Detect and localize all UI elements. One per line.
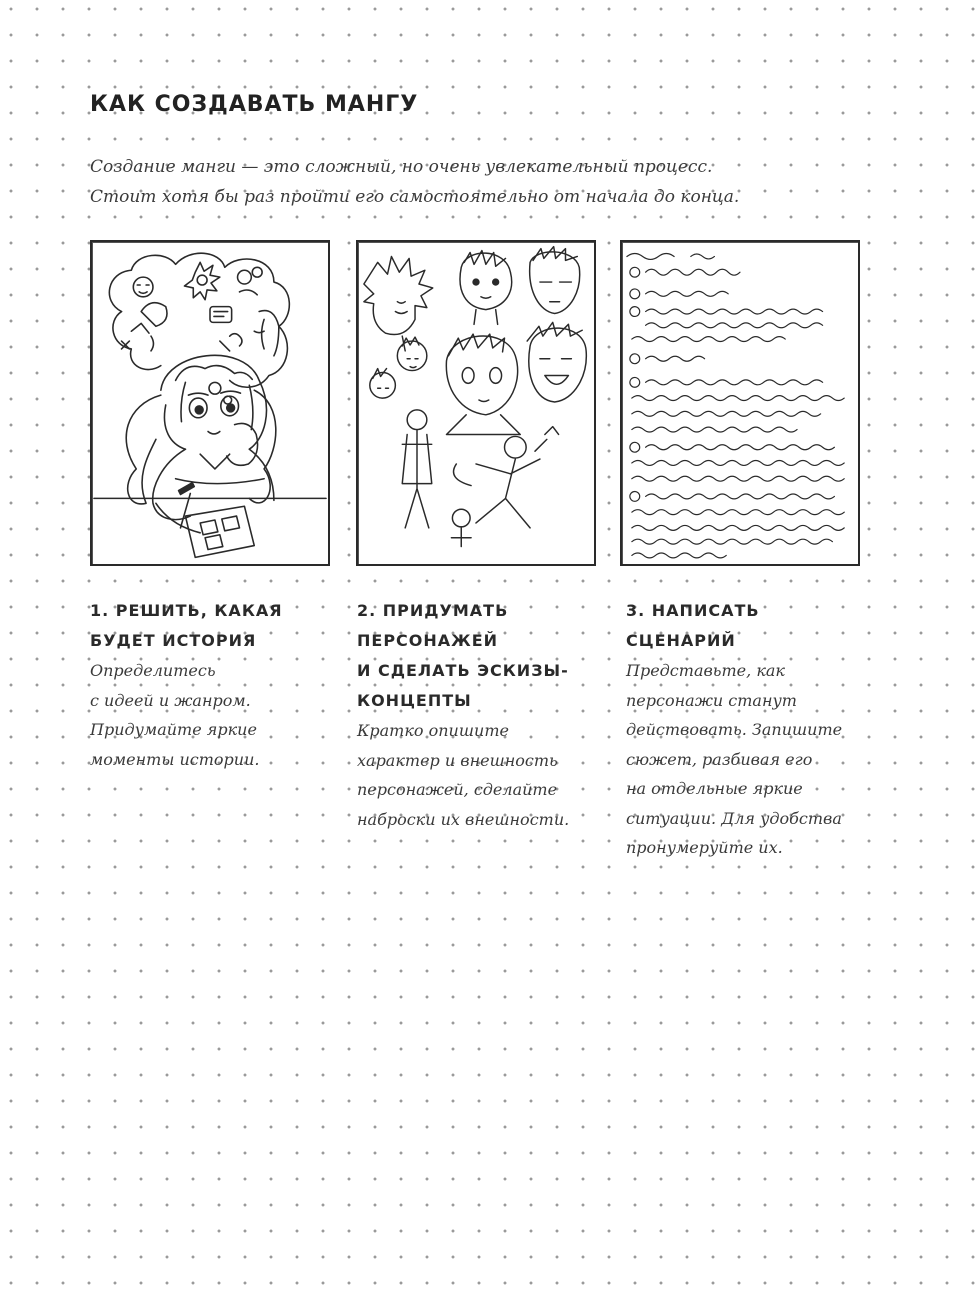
intro-line: Стоит хотя бы раз пройти его самостоятельно от начала до конца. (90, 187, 740, 207)
step-text-line: пронумеруйте их. (626, 838, 783, 857)
page-title: КАК СОЗДАВАТЬ МАНГУ (90, 92, 419, 117)
step-title-line: 1. РЕШИТЬ, КАКАЯ (90, 601, 283, 620)
step-title-line: 3. НАПИСАТЬ (626, 601, 760, 620)
step-text-line: Придумайте яркие (90, 720, 257, 739)
character-sketches-illustration (356, 240, 596, 566)
step-text-line: Кратко опишите (357, 721, 509, 740)
step-text-line: наброски их внешности. (357, 809, 570, 829)
step-text-line: на отдельные яркие (626, 779, 803, 798)
step-title-line: СЦЕНАРИЙ (626, 631, 736, 650)
step-text-line: с идеей и жанром. (90, 690, 251, 710)
step-3 (626, 596, 886, 863)
step-text-line: действовать. Запишите (626, 720, 843, 739)
intro-line: Создание манги — это сложный, но очень увлекательный процесс. (90, 157, 713, 177)
step-text-line: моменты истории. (90, 749, 260, 769)
step-text-line: сюжет, разбивая его (626, 749, 813, 769)
step-text-line: персонажи станут (626, 690, 797, 710)
step-1-description (90, 656, 320, 774)
step-3-title (626, 596, 886, 656)
step-title-line: ПЕРСОНАЖЕЙ (357, 631, 499, 650)
step-title-line: БУДЕТ ИСТОРИЯ (90, 631, 257, 650)
step-title-line: 2. ПРИДУМАТЬ (357, 601, 509, 620)
step-title-line: И СДЕЛАТЬ ЭСКИЗЫ- (357, 661, 569, 680)
step-2-description (357, 716, 597, 834)
step-text-line: ситуации. Для удобства (626, 808, 842, 828)
step-text-line: характер и внешность (357, 750, 558, 770)
step-1 (90, 596, 320, 774)
script-page-illustration (620, 240, 860, 566)
step-1-title (90, 596, 320, 656)
step-2 (357, 596, 597, 834)
girl-dreaming-illustration (90, 240, 330, 566)
step-text-line: персонажей, сделайте (357, 780, 558, 799)
step-2-title (357, 596, 597, 716)
step-title-line: КОНЦЕПТЫ (357, 691, 472, 710)
step-text-line: Представьте, как (626, 661, 785, 680)
step-3-description (626, 656, 886, 863)
intro-paragraph (90, 152, 910, 212)
step-text-line: Определитесь (90, 661, 216, 680)
